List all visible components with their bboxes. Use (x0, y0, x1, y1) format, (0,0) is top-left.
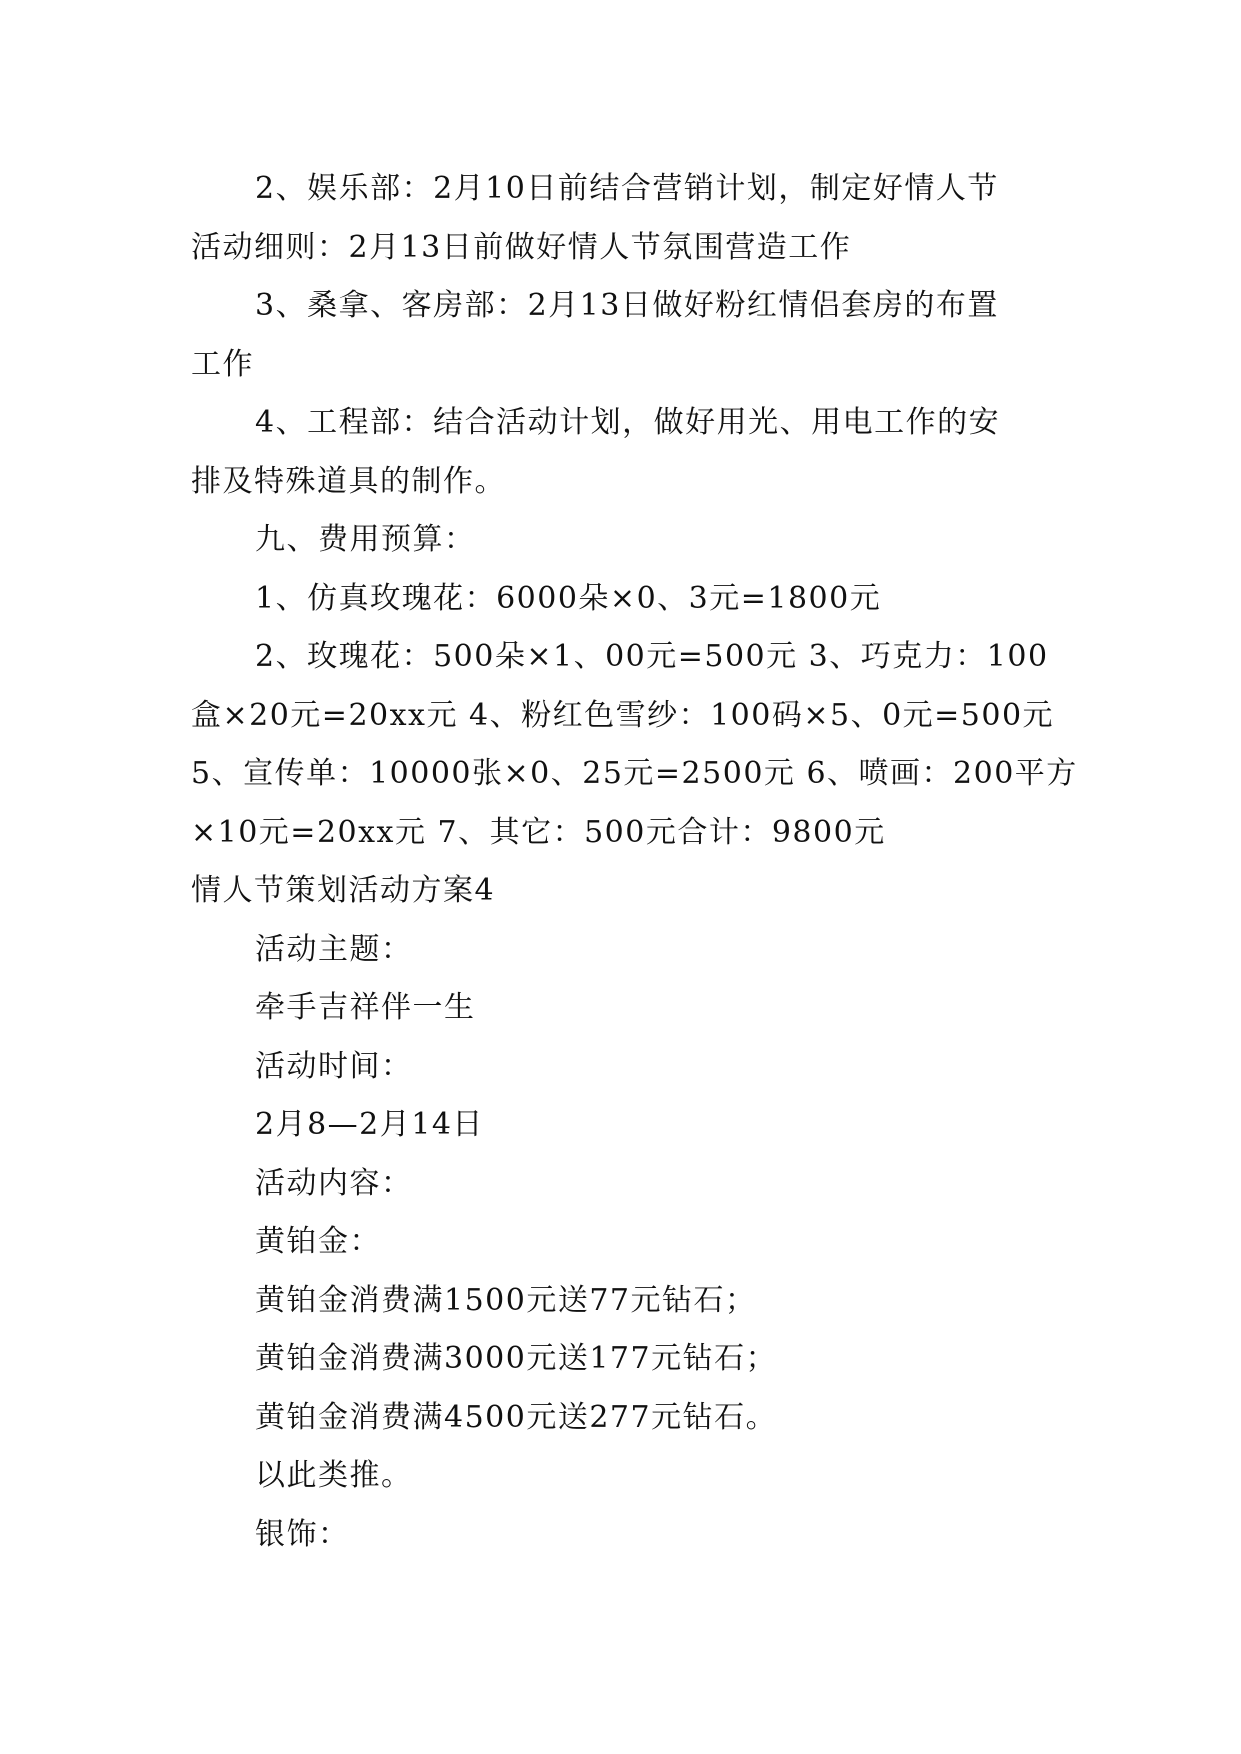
paragraph-line: 排及特殊道具的制作。 (191, 463, 506, 499)
field-label: 活动内容： (255, 1165, 413, 1201)
budget-item: 1、仿真玫瑰花：6000朵×0、3元=1800元 (255, 580, 882, 616)
promo-item: 黄铂金消费满1500元送77元钻石； (255, 1282, 757, 1318)
paragraph-line: 活动细则：2月13日前做好情人节氛围营造工作 (191, 229, 852, 265)
budget-item: 盒×20元=20xx元 4、粉红色雪纱：100码×5、0元=500元 (191, 697, 1055, 733)
category-label: 黄铂金： (255, 1224, 381, 1259)
budget-item: 2、玫瑰花：500朵×1、00元=500元 3、巧克力：100 (255, 639, 1049, 674)
document-section-title: 情人节策划活动方案4 (191, 873, 496, 908)
category-label: 银饰： (255, 1516, 350, 1552)
field-value: 2月8—2月14日 (255, 1107, 484, 1142)
promo-item: 黄铂金消费满3000元送177元钻石； (255, 1341, 778, 1376)
budget-item: ×10元=20xx元 7、其它：500元合计：9800元 (191, 814, 886, 850)
paragraph-line: 以此类推。 (255, 1458, 413, 1493)
section-heading: 九、费用预算： (255, 522, 476, 557)
paragraph-line: 工作 (191, 346, 254, 382)
document-body (191, 160, 1078, 1564)
paragraph-line: 2、娱乐部：2月10日前结合营销计划，制定好情人节 (255, 171, 999, 206)
field-value: 牵手吉祥伴一生 (255, 990, 476, 1025)
paragraph-line: 4、工程部：结合活动计划，做好用光、用电工作的安 (255, 405, 1001, 440)
field-label: 活动主题： (255, 931, 413, 967)
field-label: 活动时间： (255, 1048, 413, 1084)
paragraph-line: 3、桑拿、客房部：2月13日做好粉红情侣套房的布置 (255, 288, 999, 323)
budget-item: 5、宣传单：10000张×0、25元=2500元 6、喷画：200平方 (191, 756, 1078, 791)
promo-item: 黄铂金消费满4500元送277元钻石。 (255, 1399, 778, 1435)
